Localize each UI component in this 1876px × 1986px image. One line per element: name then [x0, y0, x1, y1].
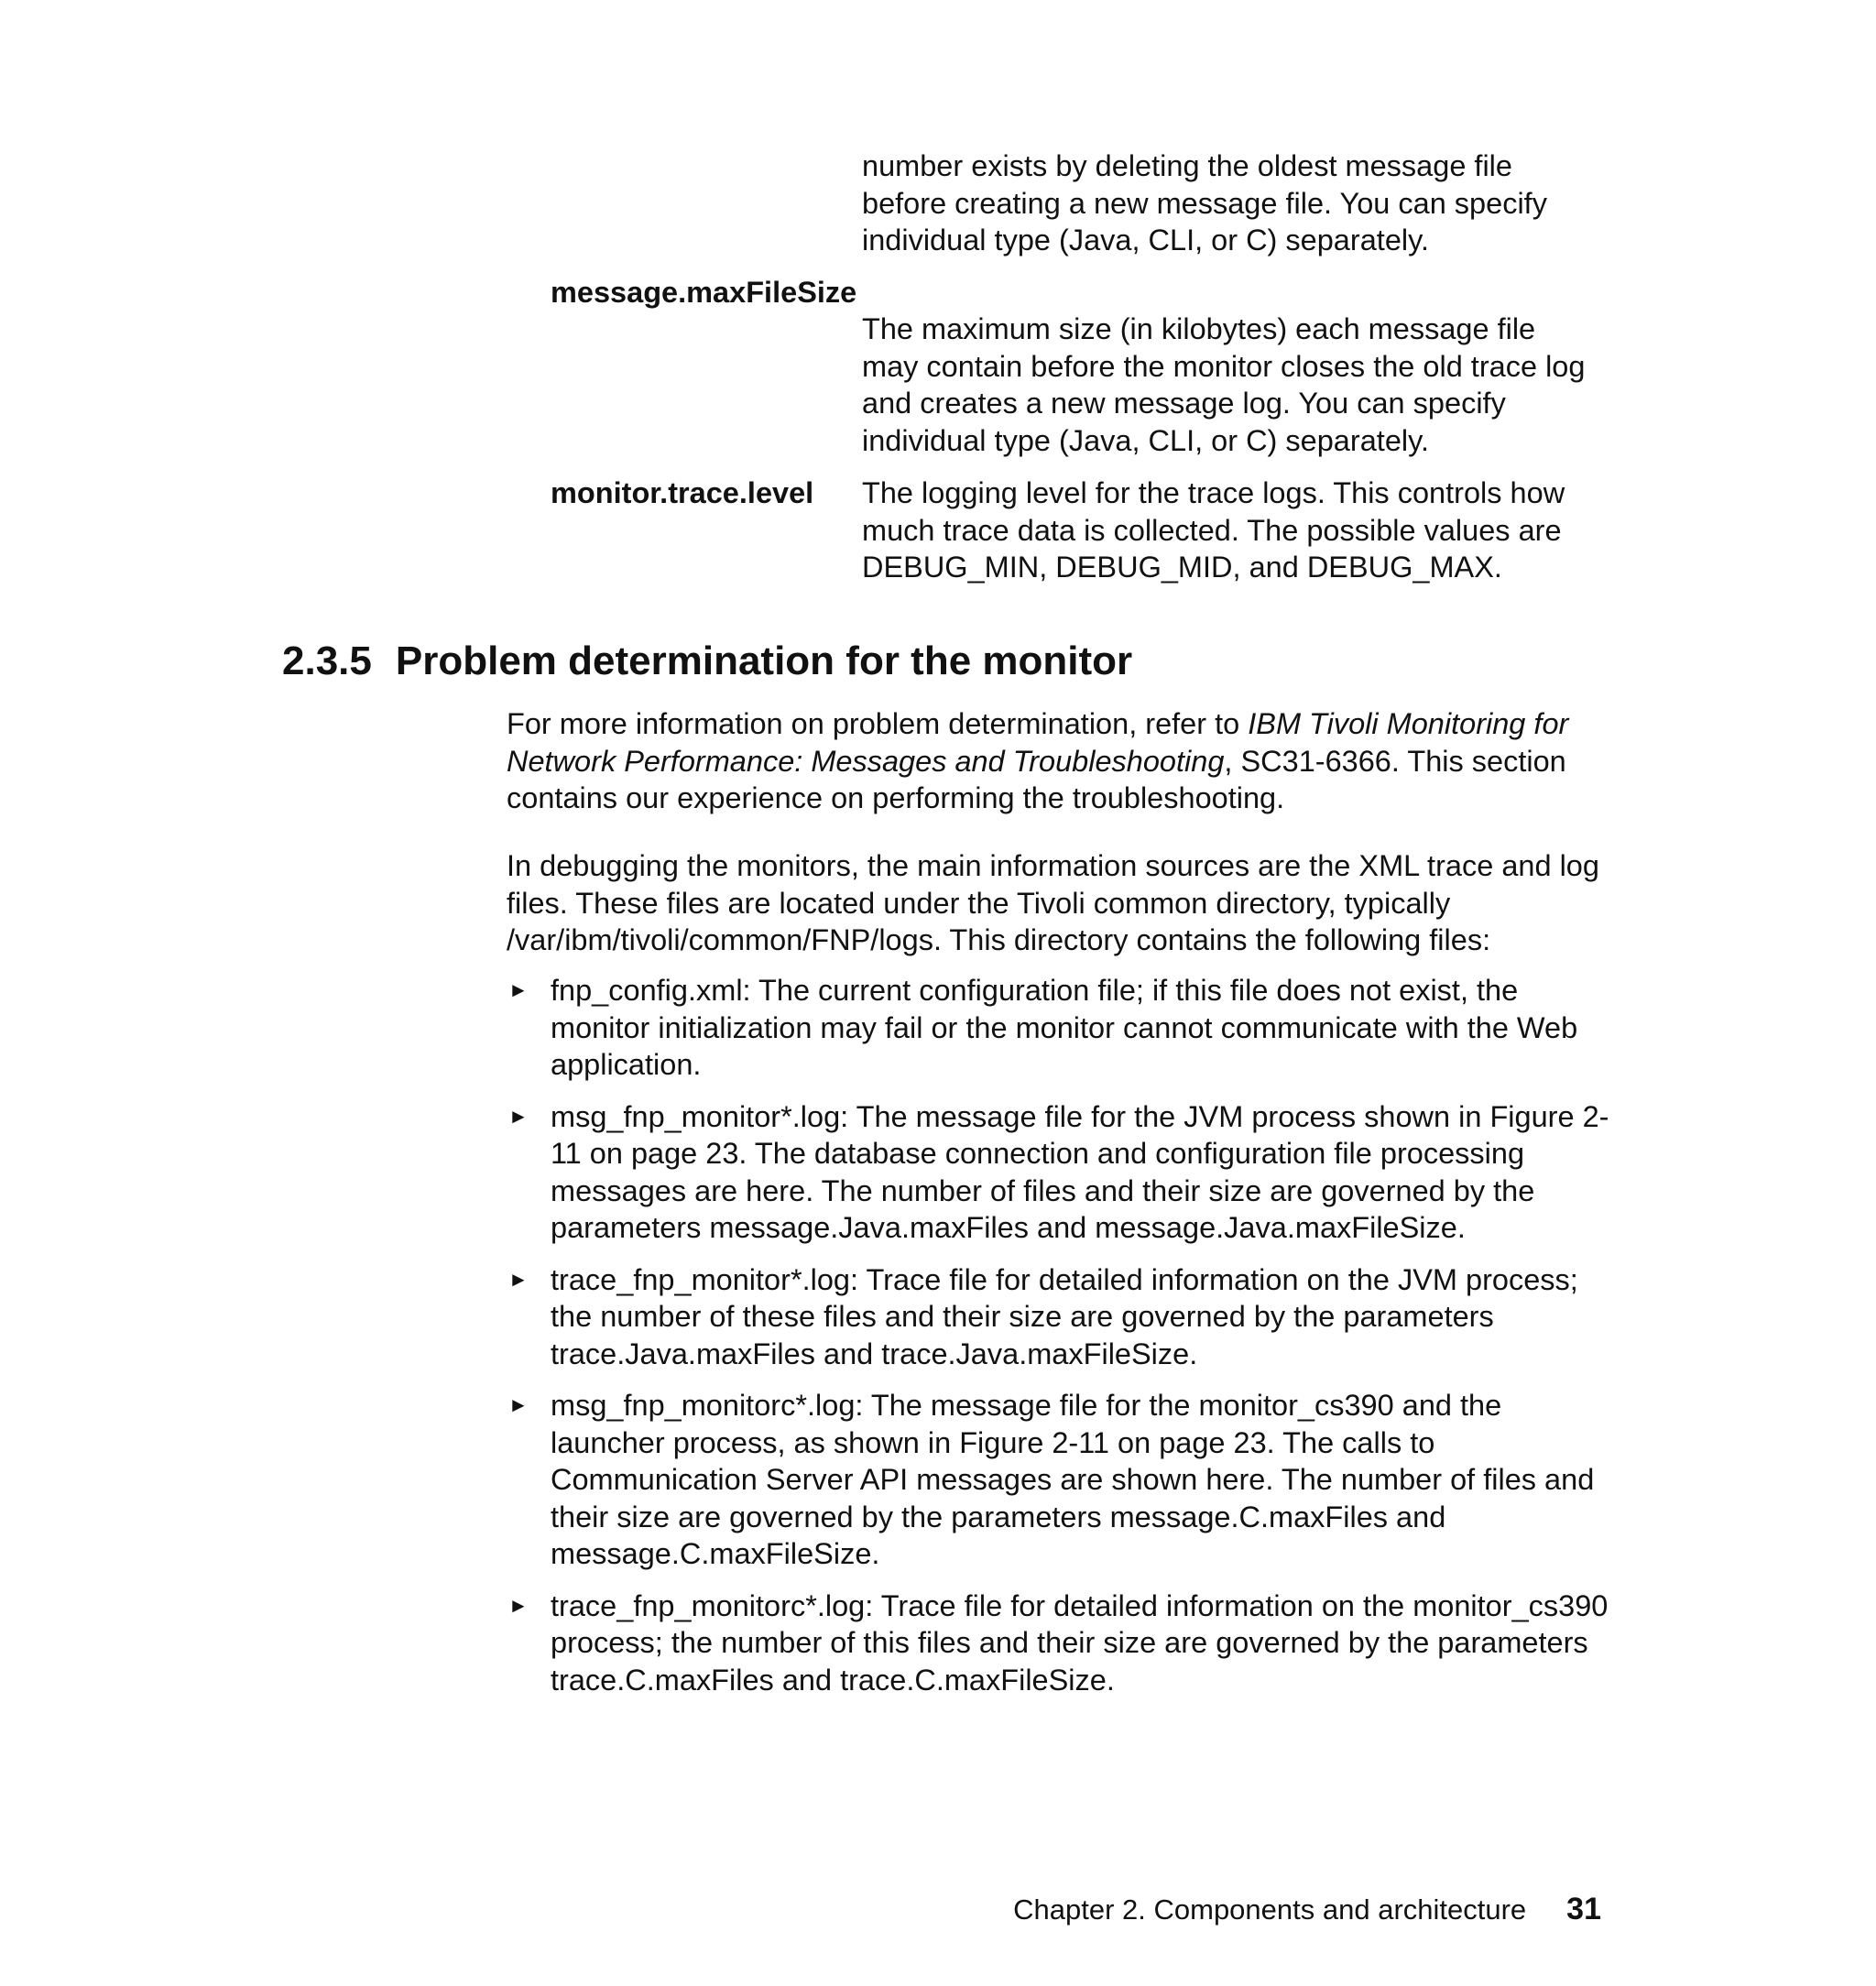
triangle-bullet-icon: ►: [508, 1593, 529, 1617]
paragraph-text: , SC31-6366. This section contains our experience on performing the troubleshooting.: [507, 744, 1566, 814]
log-file-list: [507, 972, 1615, 1713]
param-term: monitor.trace.level: [551, 476, 814, 509]
desc-line: number exists by deleting the oldest message file: [862, 149, 1512, 182]
chapter-title: Chapter 2. Components and architecture: [1013, 1893, 1527, 1926]
list-item-text: trace_fnp_monitor*.log: Trace file for detailed information on the JVM process; the number of these files and their size are governed by the parameters trace.Java.maxFiles and trace.Java.maxFileSize.: [551, 1262, 1578, 1370]
desc-line: much trace data is collected. The possible values are: [862, 513, 1562, 547]
list-item-text: trace_fnp_monitorc*.log: Trace file for detailed information on the monitor_cs390 process; the number of this files and their size are governed by the parameters trace.C.maxFiles and trace.C.maxFileSize.: [551, 1588, 1609, 1697]
section-number: 2.3.5: [282, 638, 372, 683]
desc-line: The logging level for the trace logs. This controls how: [862, 476, 1565, 509]
list-item-text: fnp_config.xml: The current configuration file; if this file does not exist, the monitor initialization may fail or the monitor cannot communicate with the Web application.: [551, 974, 1578, 1081]
list-item: [507, 1261, 1615, 1373]
page-number: 31: [1566, 1892, 1601, 1926]
desc-line: DEBUG_MIN, DEBUG_MID, and DEBUG_MAX.: [862, 551, 1502, 584]
list-item-text: msg_fnp_monitor*.log: The message file for the JVM process shown in Figure 2-11 on page 23. The database connection and configuration file processing messages are here. The number of files and their size are governed by the parameters message.Java.maxFiles and message.Java.maxFileSize.: [551, 1099, 1609, 1244]
desc-line: individual type (Java, CLI, or C) separately.: [862, 423, 1429, 457]
page-footer: [1013, 1891, 1601, 1929]
param-desc: [862, 475, 1613, 586]
book-title: IBM Tivoli Monitoring for Network Performance: Messages and Troubleshooting: [507, 707, 1569, 778]
triangle-bullet-icon: ►: [508, 978, 529, 1001]
desc-line: The maximum size (in kilobytes) each message file: [862, 312, 1536, 345]
section-heading: [282, 637, 1132, 686]
param-continued-desc: [862, 147, 1613, 259]
list-item: [507, 972, 1615, 1084]
triangle-bullet-icon: ►: [508, 1267, 529, 1291]
desc-line: before creating a new message file. You can specify: [862, 186, 1547, 220]
list-item-text: msg_fnp_monitorc*.log: The message file for the monitor_cs390 and the launcher process, as shown in Figure 2-11 on page 23. The calls to Communication Server API messages are shown here. The number of files and their size are governed by the parameters message.C.maxFiles and message.C.maxFileSize.: [551, 1389, 1595, 1570]
list-item: [507, 1588, 1615, 1699]
triangle-bullet-icon: ►: [508, 1104, 529, 1128]
paragraph-reference: [507, 705, 1610, 817]
list-item: [507, 1387, 1615, 1573]
triangle-bullet-icon: ►: [508, 1393, 529, 1416]
param-term: message.maxFileSize: [551, 276, 857, 309]
param-desc: [862, 311, 1613, 459]
desc-line: and creates a new message log. You can specify: [862, 387, 1506, 420]
list-item: [507, 1098, 1615, 1247]
paragraph-text: For more information on problem determination, refer to: [507, 707, 1249, 740]
section-title: Problem determination for the monitor: [395, 638, 1133, 683]
paragraph-debugging: In debugging the monitors, the main information sources are the XML trace and log files. These files are located under the Tivoli common directory, typically /var/ibm/tivoli/common/FNP/logs. This directory contains the following files:: [507, 849, 1599, 956]
desc-line: may contain before the monitor closes the old trace log: [862, 349, 1586, 383]
desc-line: individual type (Java, CLI, or C) separately.: [862, 224, 1429, 256]
